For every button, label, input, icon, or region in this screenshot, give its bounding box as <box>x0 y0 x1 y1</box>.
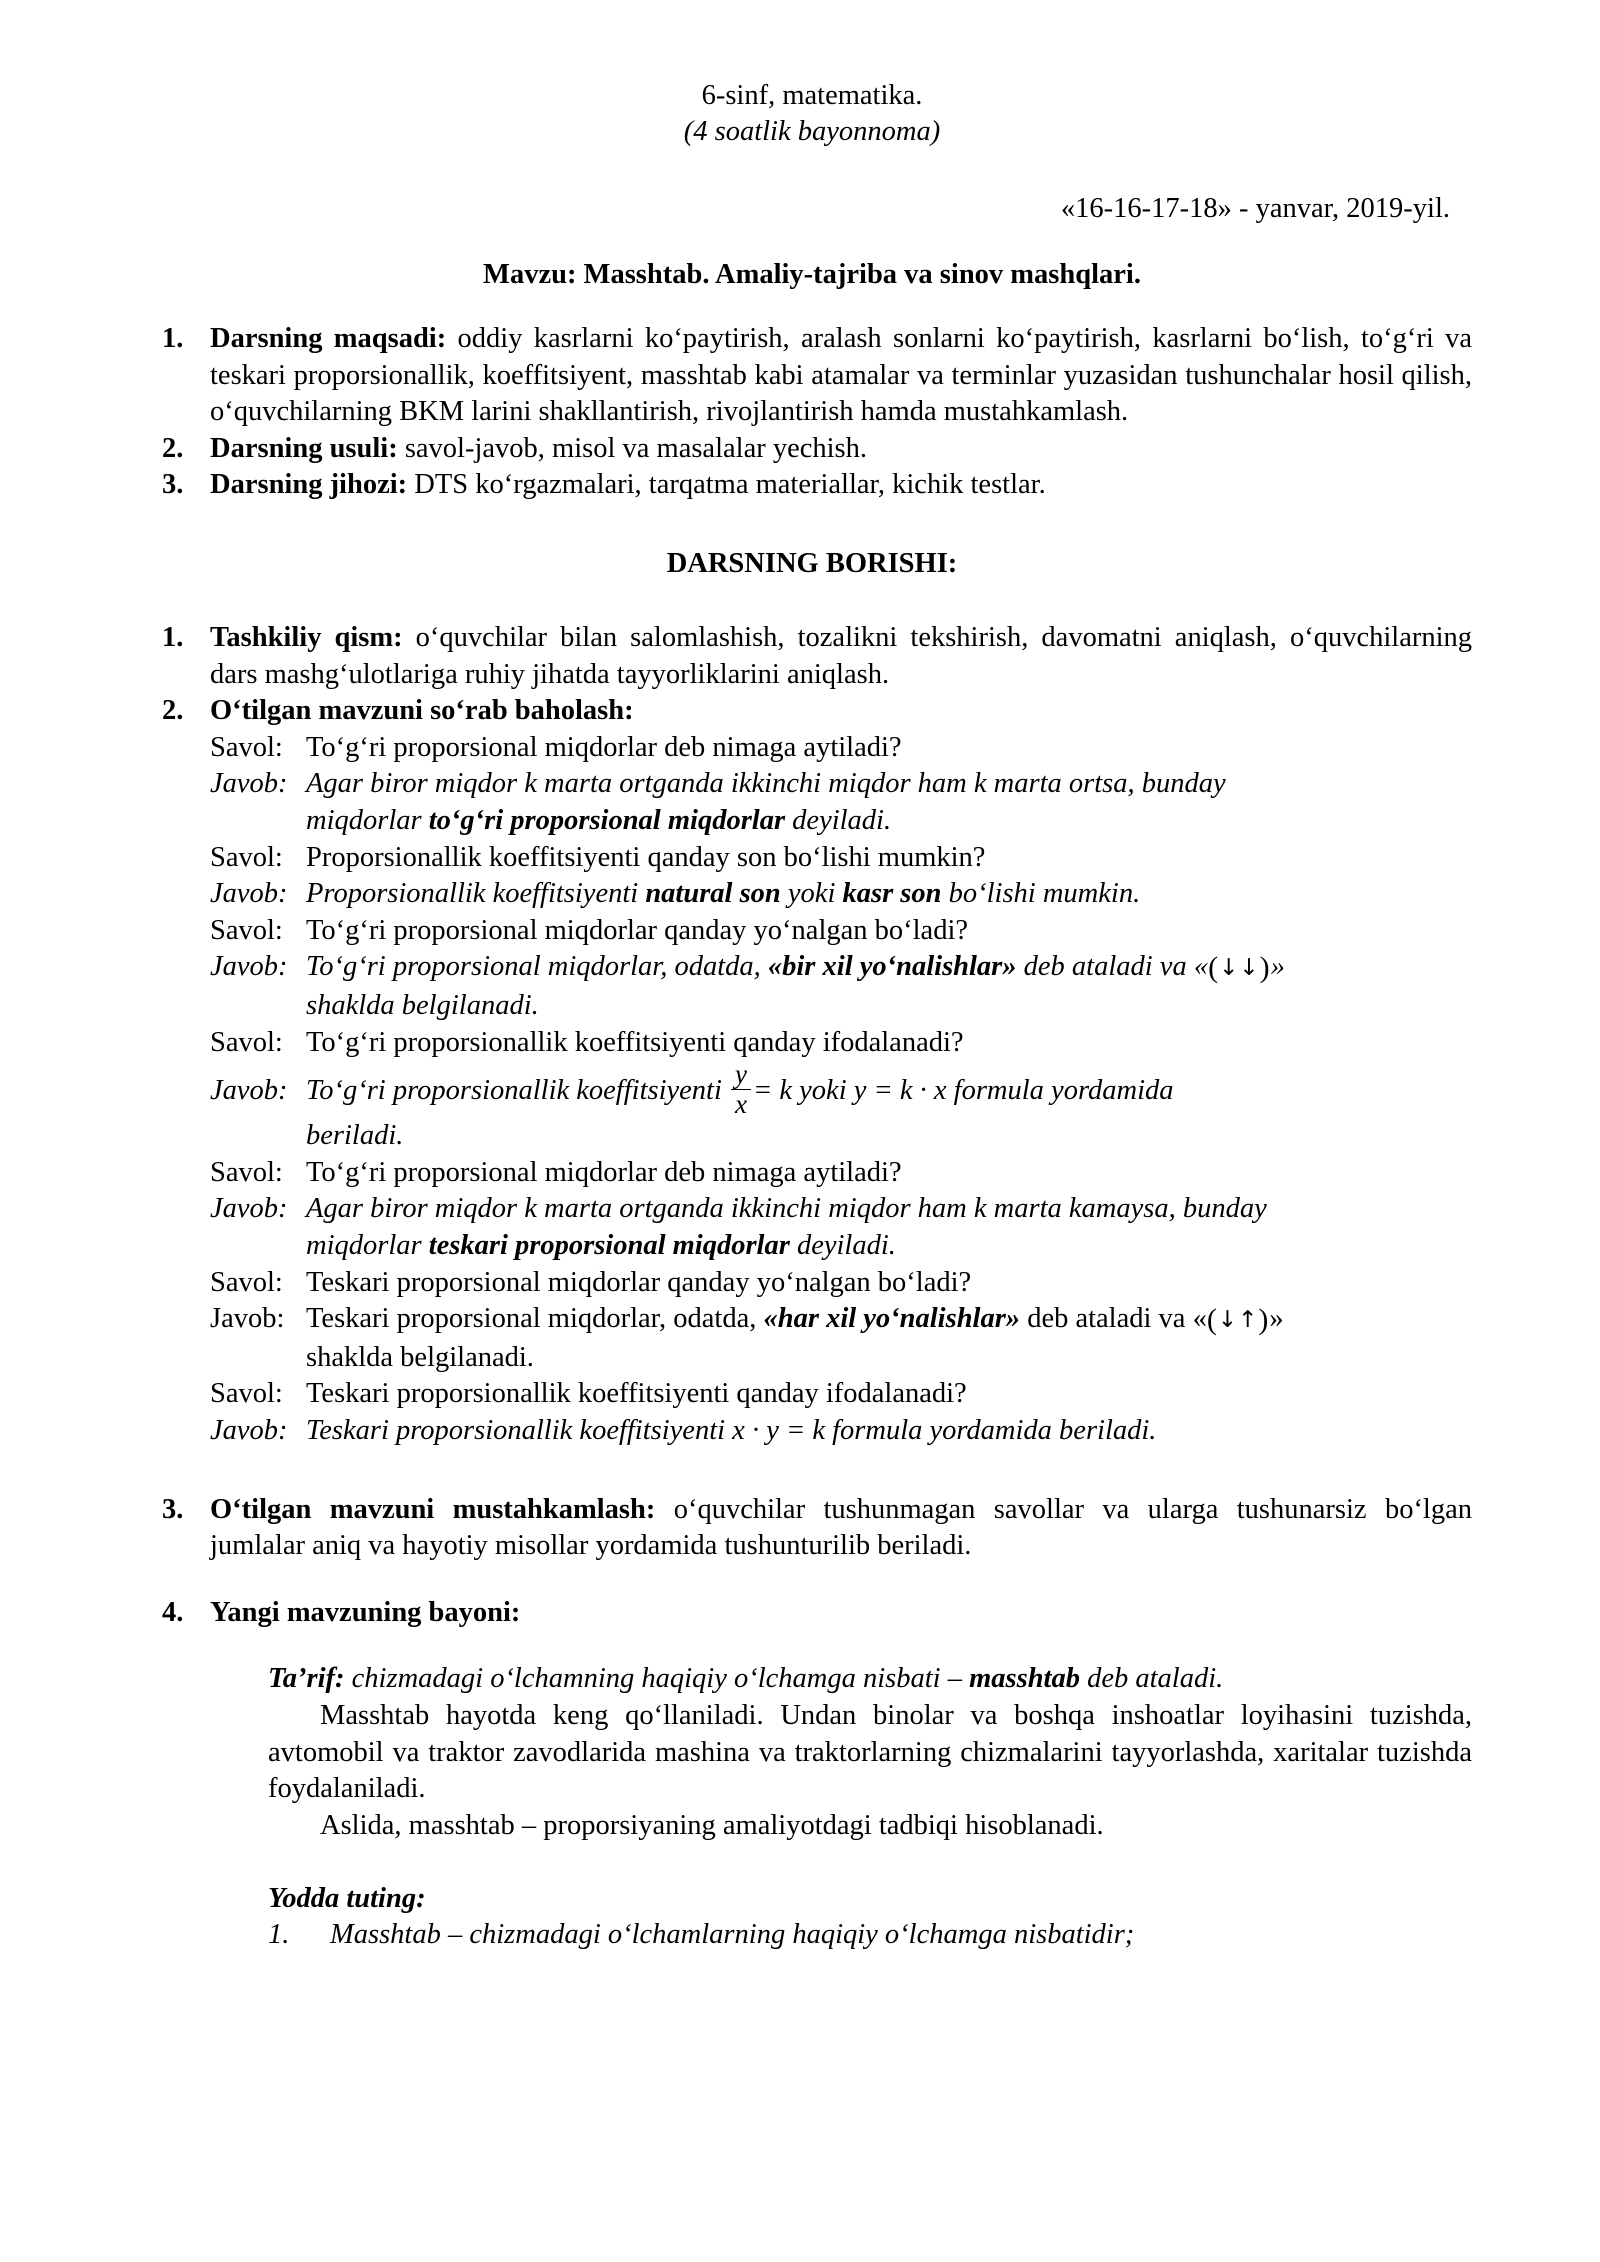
qa-question-text: Proporsionallik koeffitsiyenti qanday son bo‘lishi mumkin? <box>306 841 986 873</box>
qa-answer-mid: deb ataladi va « <box>1020 1303 1207 1335</box>
list-item-text: savol-javob, misol va masalalar yechish. <box>397 432 868 464</box>
same-direction-arrows-icon: (↓↓) <box>1208 951 1271 985</box>
list-item-lead: Darsning usuli: <box>210 432 398 464</box>
savol-label: Savol: <box>210 841 283 873</box>
savol-label: Savol: <box>210 1378 283 1410</box>
qa-question-text: Teskari proporsional miqdorlar qanday yo‘nalgan bo‘ladi? <box>306 1266 972 1298</box>
qa-answer-text: Teskari proporsional miqdorlar, odatda, <box>306 1303 764 1335</box>
qa-answer-cont <box>210 1228 1472 1265</box>
qa-answer-text2: miqdorlar <box>306 1230 429 1262</box>
qa-question <box>210 913 1472 950</box>
body-list-item <box>152 1595 1472 1632</box>
question-answer-block <box>210 730 1472 1450</box>
arrows-glyph: ↓↑ <box>1217 1307 1259 1334</box>
intro-list-item <box>152 321 1472 431</box>
intro-list-item <box>152 431 1472 468</box>
qa-answer-post: formula yordamida beriladi. <box>824 1415 1157 1447</box>
qa-answer-mid: yoki <box>792 1075 854 1107</box>
definition-paragraph <box>268 1661 1472 1698</box>
remember-list-item <box>268 1917 1472 1954</box>
qa-answer-text: To‘g‘ri proporsionallik koeffitsiyenti <box>306 1075 730 1107</box>
opposite-direction-arrows-icon: (↓↑) <box>1206 1303 1270 1337</box>
lesson-topic-title: Mavzu: Masshtab. Amaliy-tajriba va sinov mashqlari. <box>483 258 1141 290</box>
qa-answer-bold2: kasr son <box>842 878 942 910</box>
list-item-text: oddiy kasrlarni ko‘paytirish, aralash sonlarni ko‘paytirish, kasrlarni bo‘lish, to‘g‘ri va teskari proporsionallik, koeffitsiyent, masshtab kabi atamalar va terminlar yuzasidan tushunchalar hosil qilish, o‘quvchilarning BKM larini shakllantirish, rivojlantirish hamda mustahkamlash. <box>210 322 1472 428</box>
qa-answer-post: bo‘lishi mumkin. <box>941 878 1141 910</box>
list-number: 2. <box>162 432 184 464</box>
qa-answer-text: Agar biror miqdor k marta ortganda ikkinchi miqdor ham k marta ortsa, bunday <box>306 768 1226 800</box>
list-number: 3. <box>162 469 184 501</box>
qa-answer <box>210 766 1472 803</box>
list-item-text: o‘quvchilar bilan salomlashish, tozalikni tekshirish, davomatni aniqlash, o‘quvchilarning dars mashg‘ulotlariga ruhiy jihatda tayyorliklarini aniqlash. <box>210 621 1473 690</box>
list-number: 1. <box>162 621 184 653</box>
section-heading-darsning-borishi: DARSNING BORISHI: <box>666 547 958 579</box>
list-item-lead: Tashkiliy qism: <box>210 621 403 653</box>
list-number: 4. <box>162 1596 184 1628</box>
qa-answer-mid: deb ataladi va « <box>1016 951 1209 983</box>
qa-answer-post: deyiladi. <box>785 805 892 837</box>
list-item-lead: Darsning maqsadi: <box>210 322 447 354</box>
qa-question-text: To‘g‘ri proporsional miqdorlar qanday yo‘nalgan bo‘ladi? <box>306 914 969 946</box>
definition-text-pre: chizmadagi o‘lchamning haqiqiy o‘lchamga nisbati – <box>344 1663 970 1695</box>
qa-answer-post: » <box>1269 1303 1284 1335</box>
header-duration-note: (4 soatlik bayonnoma) <box>683 116 941 148</box>
qa-question <box>210 1265 1472 1302</box>
qa-question-text: Teskari proporsionallik koeffitsiyenti qanday ifodalanadi? <box>306 1378 967 1410</box>
javob-label: Javob: <box>210 1415 288 1447</box>
remember-heading: Yodda tuting: <box>268 1882 426 1914</box>
javob-label: Javob: <box>210 1075 288 1107</box>
qa-answer-bold: «har xil yo‘nalishlar» <box>763 1303 1021 1335</box>
qa-answer <box>210 1413 1472 1450</box>
javob-label: Javob: <box>210 1303 285 1335</box>
qa-answer-bold: «bir xil yo‘nalishlar» <box>767 951 1017 983</box>
body-list-item <box>152 1492 1472 1565</box>
qa-question <box>210 1025 1472 1062</box>
qa-answer <box>210 949 1472 988</box>
savol-label: Savol: <box>210 1156 283 1188</box>
list-item-lead: Darsning jihozi: <box>210 469 408 501</box>
qa-answer-text: To‘g‘ri proporsional miqdorlar, odatda, <box>306 951 768 983</box>
list-number: 1. <box>268 1919 290 1951</box>
javob-label: Javob: <box>210 1193 288 1225</box>
qa-answer-text2: miqdorlar <box>306 805 429 837</box>
list-item-lead: Yangi mavzuning bayoni: <box>210 1596 521 1628</box>
body-paragraph: Masshtab hayotda keng qo‘llaniladi. Undan binolar va boshqa inshoatlar loyihasini tuzishda, avtomobil va traktor zavodlarida mashina va traktorlarning chizmalarini tayyorlashda, xaritalar tuzishda foydalaniladi. <box>268 1700 1472 1805</box>
body-paragraph: Aslida, masshtab – proporsiyaning amaliyotdagi tadbiqi hisoblanadi. <box>320 1809 1104 1841</box>
qa-answer-cont <box>210 1340 1472 1377</box>
list-number: 2. <box>162 695 184 727</box>
savol-label: Savol: <box>210 1026 283 1058</box>
fraction-denominator: x <box>731 1089 751 1118</box>
definition-text-post: deb ataladi. <box>1079 1663 1224 1695</box>
formula-xy-eq-k: x · y = k <box>732 1415 825 1447</box>
qa-question <box>210 1155 1472 1192</box>
intro-list-item <box>152 467 1472 504</box>
savol-label: Savol: <box>210 731 283 763</box>
list-item-lead: O‘tilgan mavzuni mustahkamlash: <box>210 1493 656 1525</box>
savol-label: Savol: <box>210 1266 283 1298</box>
list-item-lead: O‘tilgan mavzuni so‘rab baholash: <box>210 695 634 727</box>
equation-k: = k <box>753 1075 793 1107</box>
qa-answer-bold: natural son <box>645 878 781 910</box>
list-item-text: DTS ko‘rgazmalari, tarqatma materiallar, kichik testlar. <box>407 469 1046 501</box>
javob-label: Javob: <box>210 878 288 910</box>
qa-question-text: To‘g‘ri proporsional miqdorlar deb nimaga aytiladi? <box>306 731 902 763</box>
savol-label: Savol: <box>210 914 283 946</box>
qa-answer-text: Teskari proporsionallik koeffitsiyenti <box>306 1415 733 1447</box>
qa-answer-cont <box>210 1118 1472 1155</box>
header-class-subject: 6-sinf, matematika. <box>701 80 923 111</box>
list-item-text: o‘quvchilar tushunmagan savollar va ularga tushunarsiz bo‘lgan jumlalar aniq va hayotiy misollar yordamida tushunturilib beriladi. <box>210 1493 1472 1562</box>
arrows-glyph: ↓↓ <box>1219 955 1260 982</box>
qa-answer-cont <box>210 803 1472 840</box>
qa-answer-bold: teskari proporsional miqdorlar <box>428 1230 790 1262</box>
formula-y-eq-kx: y = k · x <box>853 1075 947 1107</box>
qa-answer-cont <box>210 988 1472 1025</box>
qa-answer <box>210 876 1472 913</box>
qa-answer-text: Agar biror miqdor k marta ortganda ikkinchi miqdor ham k marta kamaysa, bunday <box>306 1193 1267 1225</box>
javob-label: Javob: <box>210 951 288 983</box>
list-number: 1. <box>162 322 184 354</box>
qa-answer <box>210 1191 1472 1228</box>
qa-question-text: To‘g‘ri proporsional miqdorlar deb nimaga aytiladi? <box>306 1156 902 1188</box>
qa-question <box>210 1376 1472 1413</box>
list-number: 3. <box>162 1493 184 1525</box>
body-list-2 <box>152 1492 1472 1565</box>
qa-question <box>210 840 1472 877</box>
qa-answer-text2: shaklda belgilanadi. <box>306 1341 534 1373</box>
qa-answer-post: deyiladi. <box>789 1230 896 1262</box>
qa-answer-bold: to‘g‘ri proporsional miqdorlar <box>428 805 786 837</box>
qa-answer-post: formula yordamida <box>946 1075 1174 1107</box>
qa-question <box>210 730 1472 767</box>
qa-answer-post: » <box>1270 951 1285 983</box>
body-list-item <box>152 620 1472 693</box>
qa-question-text: To‘g‘ri proporsionallik koeffitsiyenti qanday ifodalanadi? <box>306 1026 964 1058</box>
intro-list <box>152 321 1472 504</box>
fraction-y-over-x <box>731 1061 751 1118</box>
definition-keyword: masshtab <box>969 1663 1080 1695</box>
qa-answer-text: Proporsionallik koeffitsiyenti <box>306 878 646 910</box>
javob-label: Javob: <box>210 768 288 800</box>
definition-label: Ta’rif: <box>268 1663 345 1695</box>
remember-item-text: Masshtab – chizmadagi o‘lchamlarning haqiqiy o‘lchamga nisbatidir; <box>330 1919 1135 1951</box>
qa-answer <box>210 1061 1472 1118</box>
body-list-item <box>152 693 1472 730</box>
qa-answer <box>210 1301 1472 1340</box>
qa-answer-mid: yoki <box>780 878 843 910</box>
fraction-numerator: y <box>735 1059 747 1090</box>
qa-answer-text2: beriladi. <box>306 1120 404 1152</box>
new-topic-content <box>268 1661 1472 1953</box>
header-date: «16-16-17-18» - yanvar, 2019-yil. <box>1060 192 1450 224</box>
body-list <box>152 620 1472 730</box>
body-list-3 <box>152 1595 1472 1632</box>
qa-answer-text2: shaklda belgilanadi. <box>306 990 539 1022</box>
